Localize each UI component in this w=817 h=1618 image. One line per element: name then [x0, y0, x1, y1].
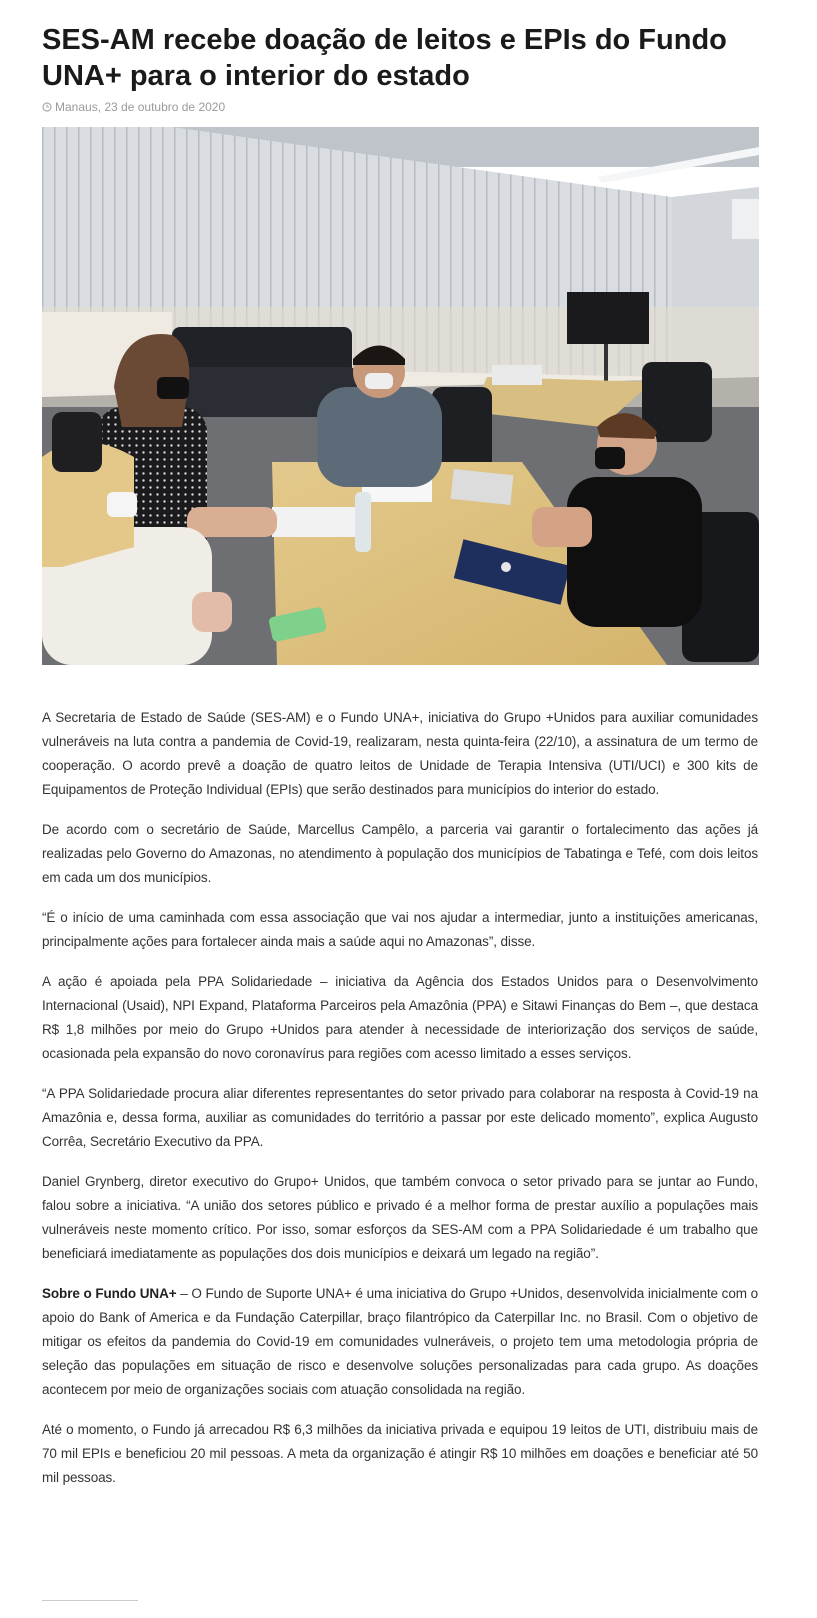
paragraph-5: “A PPA Solidariedade procura aliar diferentes representantes do setor privado para colaborar na resposta à Covid-19 na Amazônia e, dessa forma, auxiliar as comunidades do território a passar por este delicado momento”, explica Augusto Corrêa, Secretário Executivo da PPA.	[42, 1086, 758, 1149]
paragraph-4: A ação é apoiada pela PPA Solidariedade – iniciativa da Agência dos Estados Unidos para o Desenvolvimento Internacional (Usaid), NPI Expand, Plataforma Parceiros pela Amazônia (PPA) e Sitawi Finanças do Bem –, que destaca R$ 1,8 milhões por meio do Grupo +Unidos para atender à necessidade de interiorização dos serviços de saúde, ocasionada pela expansão do novo coronavírus para regiões com acesso limitado a esses serviços.	[42, 974, 758, 1061]
paragraph-closing: Até o momento, o Fundo já arrecadou R$ 6,3 milhões da iniciativa privada e equipou 19 leitos de UTI, distribuiu mais de 70 mil EPIs e beneficiou 20 mil pessoas. A meta da organização é atingir R$ 10 milhões em doações e beneficiar até 50 mil pessoas.	[42, 1422, 758, 1485]
article-title: SES-AM recebe doação de leitos e EPIs do Fundo UNA+ para o interior do estado	[42, 24, 727, 92]
paragraph-about	[42, 1282, 758, 1402]
paragraph-3: “É o início de uma caminhada com essa associação que vai nos ajudar a intermediar, junto a instituições americanas, principalmente ações para fortalecer ainda mais a saúde aqui no Amazonas”, disse.	[42, 910, 758, 949]
article-meta	[42, 100, 225, 114]
paragraph-6: Daniel Grynberg, diretor executivo do Grupo+ Unidos, que também convoca o setor privado para se juntar ao Fundo, falou sobre a iniciativa. “A união dos setores público e privado é a melhor forma de prestar auxílio a populações mais vulneráveis neste momento crítico. Por isso, somar esforços da SES-AM com a PPA Solidariedade é um trabalho que beneficiará imediatamente as populações dos dois municípios e deixará um legado na região”.	[42, 1174, 758, 1261]
divider	[42, 1600, 138, 1601]
about-text: – O Fundo de Suporte UNA+ é uma iniciativa do Grupo +Unidos, desenvolvida inicialmente com o apoio do Bank of America e da Fundação Caterpillar, braço filantrópico da Caterpillar Inc. no Brasil. Com o objetivo de mitigar os efeitos da pandemia do Covid-19 em comunidades vulneráveis, o projeto tem uma metodologia própria de seleção das populações em situação de risco e desenvolve soluções personalizadas para cada grupo. As doações acontecem por meio de organizações sociais com atuação consolidada na região.	[42, 1286, 758, 1397]
article-dateline: Manaus, 23 de outubro de 2020	[55, 100, 226, 114]
article-body	[42, 706, 758, 1506]
clock-icon	[42, 102, 52, 112]
article-photo	[42, 127, 759, 665]
paragraph-1: A Secretaria de Estado de Saúde (SES-AM) e o Fundo UNA+, iniciativa do Grupo +Unidos para auxiliar comunidades vulneráveis na luta contra a pandemia de Covid-19, realizaram, nesta quinta-feira (22/10), a assinatura de um termo de cooperação. O acordo prevê a doação de quatro leitos de Unidade de Terapia Intensiva (UTI/UCI) e 300 kits de Equipamentos de Proteção Individual (EPIs) que serão destinados para municípios do interior do estado.	[42, 710, 758, 797]
paragraph-2: De acordo com o secretário de Saúde, Marcellus Campêlo, a parceria vai garantir o fortalecimento das ações já realizadas pelo Governo do Amazonas, no atendimento à população dos municípios de Tabatinga e Tefé, com dois leitos em cada um dos municípios.	[42, 822, 758, 885]
about-heading: Sobre o Fundo UNA+	[42, 1286, 177, 1301]
